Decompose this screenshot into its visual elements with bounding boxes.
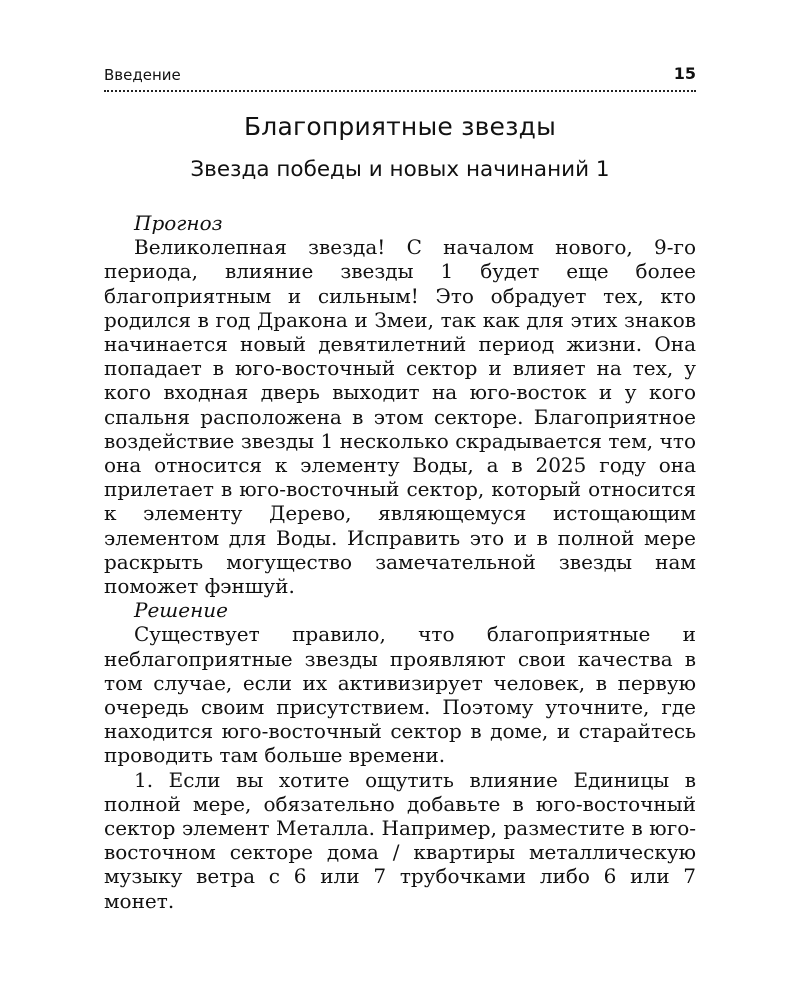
solution-heading: Решение bbox=[134, 598, 228, 623]
section-subtitle: Звезда победы и новых начинаний 1 bbox=[190, 157, 610, 182]
forecast-paragraph: Великолепная звезда! С началом нового, 9-го периода, влияние звезды 1 будет еще более благоприятным и сильным! Это обрадует тех, кто родился в год Дракона и Змеи, так как для этих знаков начинается новый девятилетний период жизни. Она попадает в юго-восточный сектор и влияет на тех, у кого входная дверь выходит на юго-восток и у кого спальня расположена в этом секторе. Благоприятное воздействие звезды 1 несколько скрадывается тем, что она относится к элементу Воды, а в 2025 году она прилетает в юго-восточный сектор, который относится к элементу Дерево, являющемуся истощающим элементом для Воды. Исправить это и в полной мере раскрыть могущество замечательной звезды нам поможет фэншуй. bbox=[104, 235, 696, 599]
section-name: Введение bbox=[104, 66, 181, 84]
running-header bbox=[104, 64, 696, 84]
page-number: 15 bbox=[673, 64, 696, 83]
header-dotted-rule bbox=[104, 90, 696, 92]
body-text bbox=[104, 211, 696, 913]
forecast-heading: Прогноз bbox=[134, 211, 223, 235]
solution-paragraph: Существует правило, что благоприятные и неблагоприятные звезды проявляют свои качества в том случае, если их активизирует человек, в первую очередь своим присутствием. Поэтому уточните, где находится юго-восточный сектор в доме, и старайтесь проводить там больше времени. bbox=[104, 622, 696, 768]
solution-item-1: 1. Если вы хотите ощутить влияние Единицы в полной мере, обязательно добавьте в юго-восточный сектор элемент Металла. Например, разместите в юго-восточном секторе дома / квартиры металлическую музыку ветра с 6 или 7 трубочками либо 6 или 7 монет. bbox=[104, 767, 696, 913]
chapter-title: Благоприятные звезды bbox=[243, 112, 557, 141]
